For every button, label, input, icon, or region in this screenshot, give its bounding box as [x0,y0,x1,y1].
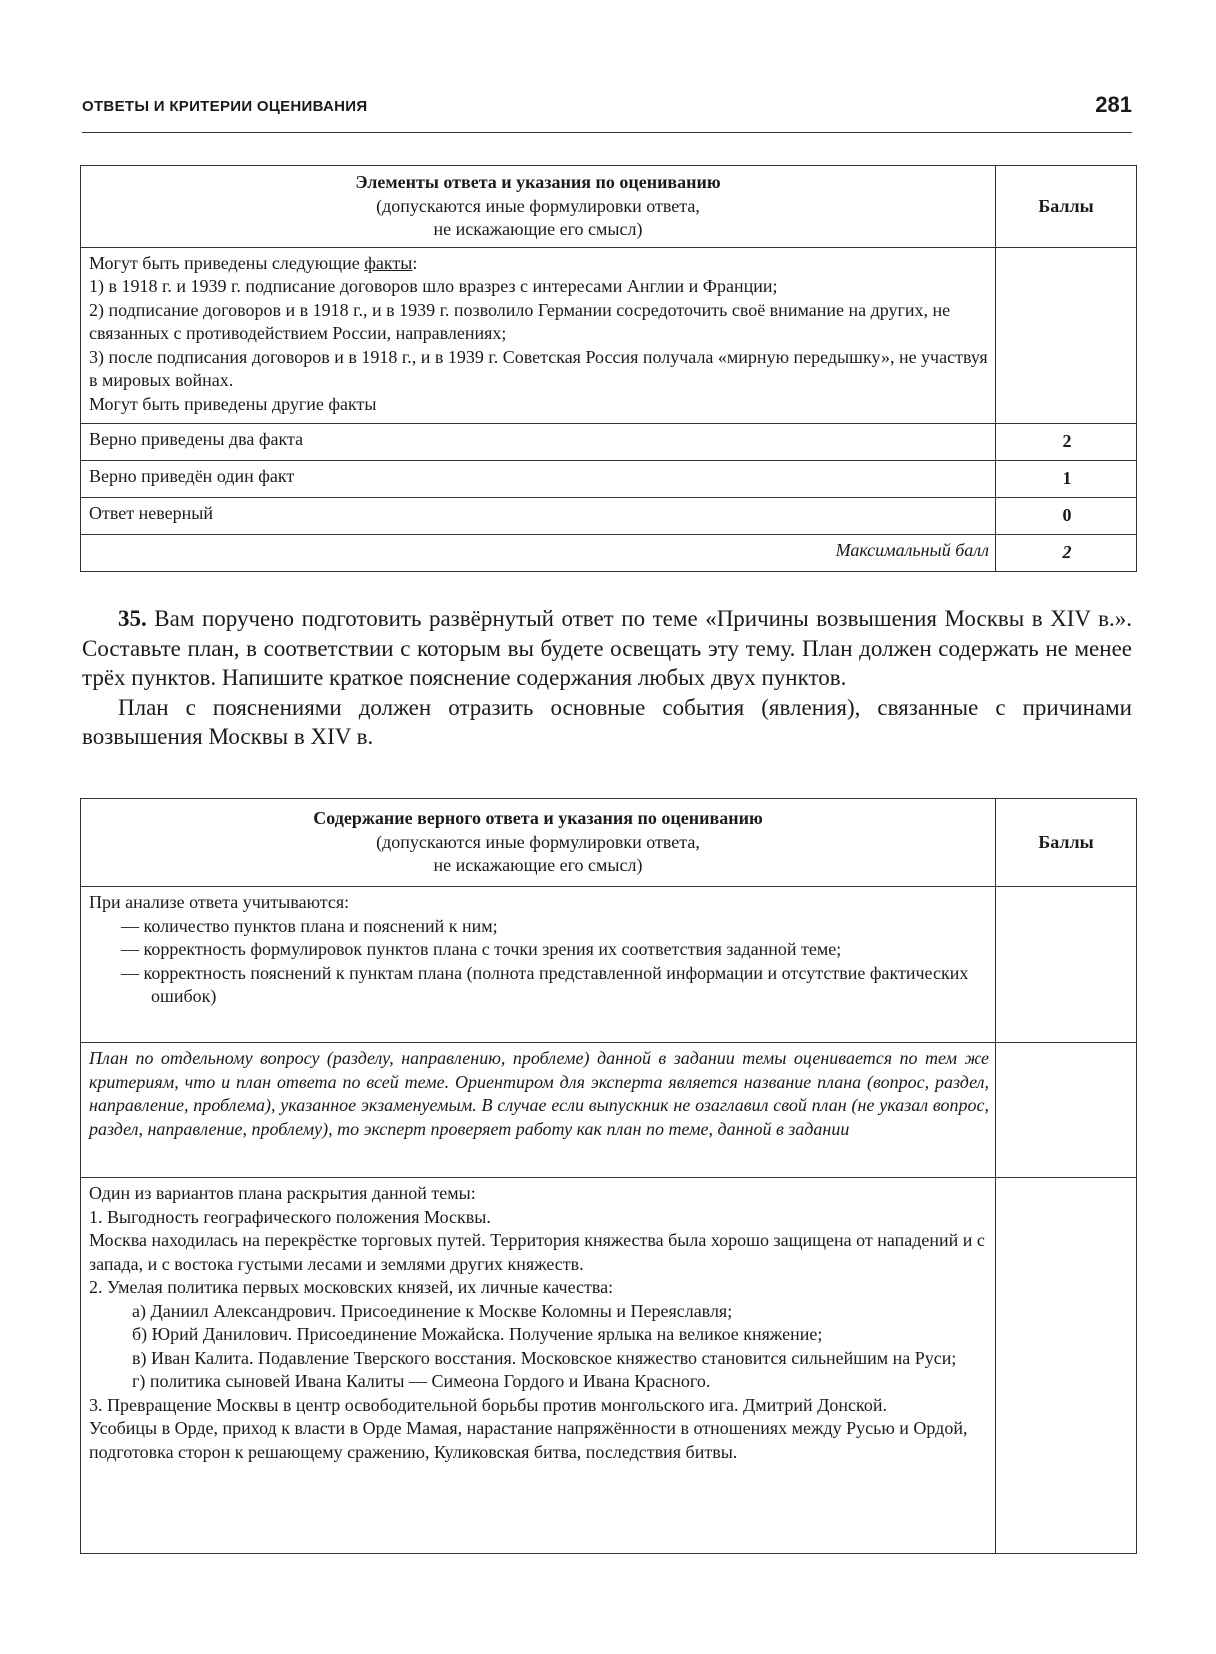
criterion-text: Верно приведён один факт [81,460,996,497]
plan-sub-item-b: б) Юрий Данилович. Присоединение Можайска. Получение ярлыка на великое княжение; [132,1324,823,1344]
facts-word: факты [364,252,413,273]
analysis-cell [81,887,996,1043]
header-line-1: Содержание верного ответа и указания по оцениванию [313,808,763,829]
plan-row [81,1178,1137,1554]
plan-sub-item-a: а) Даниил Александрович. Присоединение к Москве Коломны и Переяславля; [132,1300,733,1321]
note-row [81,1043,1137,1178]
note-points-cell [996,1043,1137,1178]
running-head [82,92,1132,133]
plan-intro: Один из вариантов плана раскрытия данной темы: [89,1183,476,1203]
points-header: Баллы [996,799,1137,887]
facts-other: Могут быть приведены другие факты [89,393,377,414]
fact-3: 3) после подписания договоров и в 1918 г., и в 1939 г. Советская Россия получала «мирную передышку», не участвуя в мировых войнах. [89,346,988,390]
header-line-1: Элементы ответа и указания по оцениванию [355,172,721,192]
fact-2: 2) подписание договоров и в 1918 г., и в 1939 г. позволило Германии сосредоточить своё внимание на других, не связанных с противодействием России, направлениях; [89,299,951,343]
facts-row [81,247,1137,423]
max-score-row [81,534,1137,571]
points-header: Баллы [996,166,1137,248]
criterion-text: Ответ неверный [81,497,996,534]
plan-item-3: 3. Превращение Москвы в центр освободительной борьбы против монгольского ига. Дмитрий Донской. [89,1394,888,1415]
grading-table-34 [80,165,1137,572]
criterion-points: 0 [996,497,1137,534]
table-header-row [81,799,1137,887]
plan-item-3-text: Усобицы в Орде, приход к власти в Орде Мамая, нарастание напряжённости в отношениях между Русью и Ордой, подготовка сторон к решающему сражению, Куликовская битва, последствия битвы. [89,1418,968,1462]
fact-1: 1) в 1918 г. и 1939 г. подписание договоров шло вразрез с интересами Англии и Франции; [89,276,778,296]
analysis-item: — корректность формулировок пунктов плана с точки зрения их соответствия заданной теме; [121,939,842,959]
task-number: 35. [118,606,147,631]
criterion-points: 2 [996,423,1137,460]
grading-table-35 [80,798,1137,1554]
plan-points-cell [996,1178,1137,1554]
task-paragraph-2: План с пояснениями должен отразить основные события (явления), связанные с причинами возвышения Москвы в XIV в. [82,694,1132,750]
analysis-intro: При анализе ответа учитываются: [89,892,350,912]
criterion-points: 1 [996,460,1137,497]
analysis-row [81,887,1137,1043]
analysis-item: — количество пунктов плана и пояснений к ним; [121,915,498,936]
criterion-row [81,423,1137,460]
facts-intro [89,252,989,276]
task-paragraph-1 [82,604,1132,693]
criterion-text: Верно приведены два факта [81,423,996,460]
plan-cell [81,1178,996,1554]
header-line-3: не искажающие его смысл) [433,855,643,876]
facts-colon: : [412,252,418,273]
analysis-points-cell [996,887,1137,1043]
task-35 [82,604,1132,752]
analysis-item: — корректность пояснений к пунктам плана (полнота представленной информации и отсутствие фактических ошибок) [121,962,969,1006]
header-line-3: не искажающие его смысл) [433,219,643,239]
plan-item-2: 2. Умелая политика первых московских князей, их личные качества: [89,1277,614,1297]
facts-cell [81,247,996,423]
table-header-content [81,799,996,887]
facts-points-cell [996,247,1137,423]
plan-sub-item-d: г) политика сыновей Ивана Калиты — Симеона Гордого и Ивана Красного. [132,1371,711,1391]
max-score-points: 2 [996,534,1137,571]
header-line-2: (допускаются иные формулировки ответа, [376,195,700,216]
plan-item-1-text: Москва находилась на перекрёстке торговых путей. Территория княжества была хорошо защищена от нападений и с запада, и с востока густыми лесами и землями других княжеств. [89,1230,985,1274]
italic-note: План по отдельному вопросу (разделу, направлению, проблеме) данной в задании темы оценивается по тем же критериям, что и план ответа по всей теме. Ориентиром для эксперта является название плана (вопрос, раздел, направление, проблема), указанное экзаменуемым. В случае если выпускник не озаглавил свой план (не указал вопрос, раздел, направление, проблему), то эксперт проверяет работу как план по теме, данной в задании [81,1043,996,1178]
criterion-row [81,497,1137,534]
running-title: ОТВЕТЫ И КРИТЕРИИ ОЦЕНИВАНИЯ [82,98,368,115]
plan-item-1: 1. Выгодность географического положения Москвы. [89,1206,491,1227]
header-line-2: (допускаются иные формулировки ответа, [376,831,700,852]
page-number: 281 [1095,92,1132,117]
facts-intro-text: Могут быть приведены следующие [89,252,360,273]
max-score-label: Максимальный балл [81,534,996,571]
criterion-row [81,460,1137,497]
table-header-row [81,166,1137,248]
task-text-1: Вам поручено подготовить развёрнутый ответ по теме «Причины возвышения Москвы в XIV в.». Составьте план, в соответствии с которым вы будете освещать эту тему. План должен содержать не менее трёх пунктов. Напишите краткое пояснение содержания любых двух пунктов. [82,606,1132,691]
table-header-elements [81,166,996,248]
plan-sub-item-c: в) Иван Калита. Подавление Тверского восстания. Московское княжество становится сильнейшим на Руси; [132,1347,957,1368]
